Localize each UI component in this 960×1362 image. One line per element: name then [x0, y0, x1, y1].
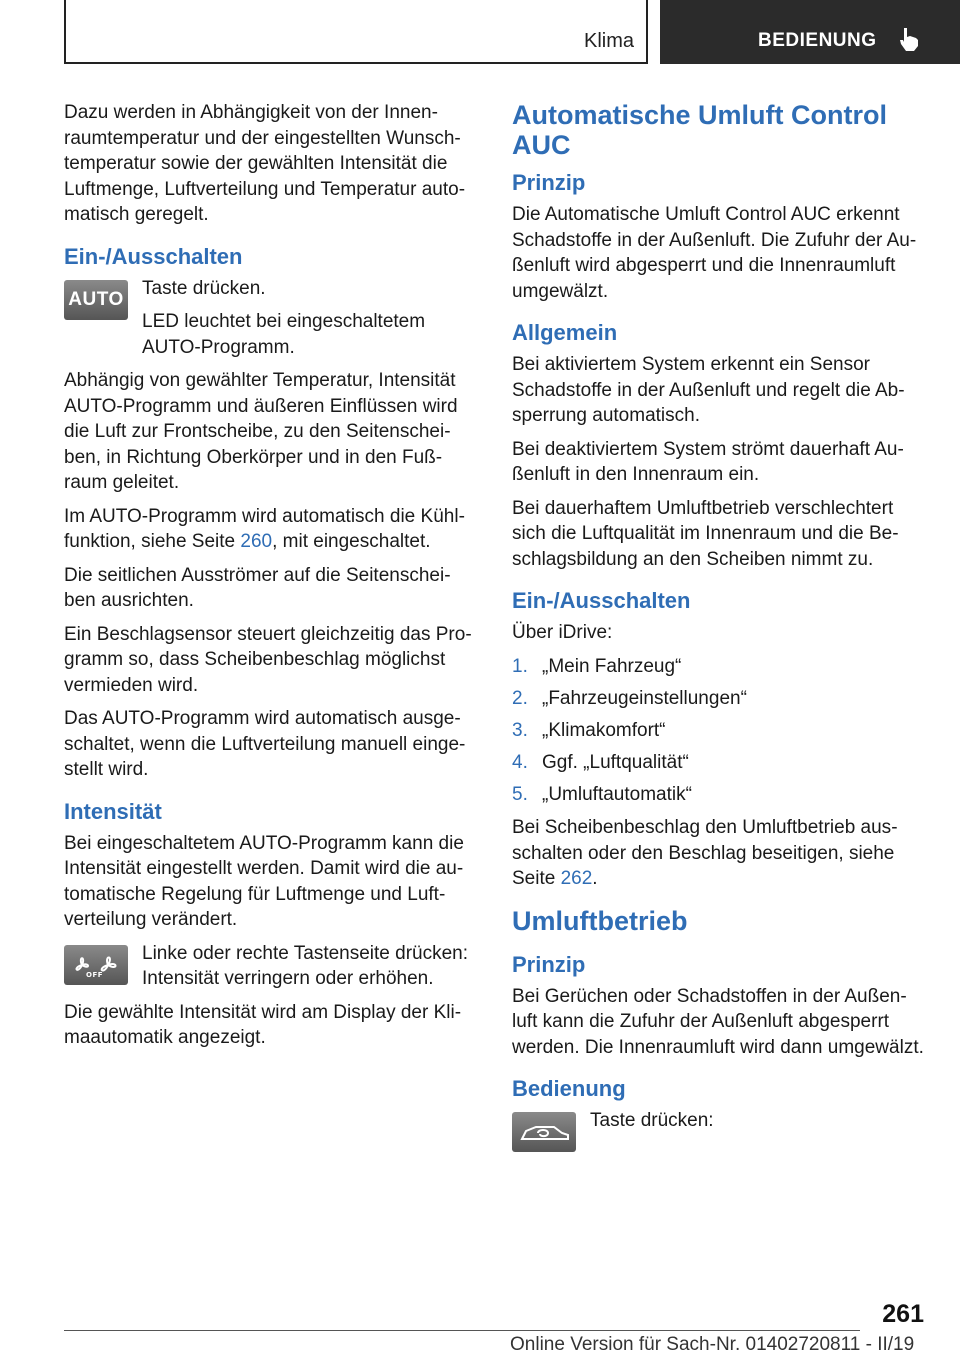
fog-sensor-paragraph: Ein Beschlagsensor steuert gleichzeitig das Programm so, dass Scheibenbeschlag möglichst vermieden wird. — [64, 623, 472, 696]
auto-button-row — [64, 276, 474, 361]
intensity-paragraph: Bei eingeschaltetem AUTO-Programm kann die Intensität eingestellt werden. Damit wird die automatische Regelung für Luftmenge und Luftverteilung verändert. — [64, 832, 464, 930]
list-item: 4. Ggf. „Luftqualität“ — [512, 751, 689, 773]
heading-allgemein: Allgemein — [512, 320, 618, 345]
vents-paragraph: Die seitlichen Ausströmer auf die Seitenscheiben ausrichten. — [64, 564, 451, 611]
heading-prinzip: Prinzip — [512, 170, 586, 195]
auto-off-paragraph: Das AUTO-Programm wird automatisch ausgeschaltet, wenn die Luftverteilung manuell eingestellt wird. — [64, 708, 466, 780]
intro-paragraph: Dazu werden in Abhängigkeit von der Innenraumtemperatur und der eingestellten Wunschtemperatur sowie der gewählten Intensität die Luftmenge, Luftverteilung und Temperatur automatisch geregelt. — [64, 102, 466, 225]
fog-recirc-paragraph: Bei Scheibenbeschlag den Umluftbetrieb ausschalten oder den Beschlag beseitigen, siehe Seite 262. — [512, 817, 898, 889]
footer-divider — [64, 1330, 860, 1331]
led-text-part: LED leuchtet bei eingeschaltetem AUTO-Programm. — [142, 311, 426, 358]
header-section-box — [64, 0, 648, 64]
header-chapter-label: BEDIENUNG — [758, 30, 877, 51]
left-column — [64, 100, 474, 1059]
auto-button-icon: AUTO — [64, 280, 128, 320]
heading-auc: Automatische Umluft Control AUC — [512, 100, 887, 160]
footer-version-text: Online Version für Sach-Nr. 01402720811 - II/19 — [510, 1334, 915, 1355]
heading-onoff-auc: Ein-/Ausschalten — [512, 588, 691, 613]
svg-text:OFF: OFF — [86, 970, 104, 979]
list-item: 5. „Umluftautomatik“ — [512, 783, 692, 805]
idrive-label: Über iDrive: — [512, 622, 613, 643]
intensity-press-text: Linke oder rechte Tastenseite drücken: Intensität verringern oder erhöhen. — [142, 942, 469, 989]
airflow-paragraph: Abhängig von gewählter Temperatur, Intensität AUTO-Programm und äußeren Einflüssen wird die Luft zur Frontscheibe, zu den Seitenscheiben, in Richtung Oberkörper und in den Fußraum geleitet. — [64, 370, 458, 493]
recirc-button-row — [512, 1108, 924, 1152]
list-item: 3. „Klimakomfort“ — [512, 719, 666, 741]
pointing-hand-icon — [896, 26, 922, 52]
intensity-button-row — [64, 941, 474, 992]
idrive-steps-list — [512, 654, 924, 808]
car-recirculation-icon — [516, 1117, 572, 1147]
header-section-title: Klima — [583, 30, 634, 52]
cooling-paragraph: Im AUTO-Programm wird automatisch die Kühlfunktion, siehe Seite 260, mit eingeschaltet. — [64, 505, 465, 552]
recirc-button-icon — [512, 1112, 576, 1152]
heading-bedienung: Bedienung — [512, 1076, 626, 1101]
heading-onoff: Ein-/Ausschalten — [64, 243, 243, 269]
header-chapter-tab — [660, 0, 960, 64]
page-link-260[interactable]: 260 — [240, 531, 273, 552]
fan-intensity-button-icon — [64, 945, 128, 985]
fan-icon — [68, 950, 124, 980]
heading-intensity: Intensität — [64, 798, 162, 824]
right-column — [512, 100, 924, 1156]
active-system-paragraph: Bei aktiviertem System erkennt ein Sensor Schadstoffe in der Außenluft und regelt die Absperrung automatisch. — [512, 354, 905, 426]
page-number: 261 — [882, 1300, 924, 1328]
recirc-prinzip-paragraph: Bei Gerüchen oder Schadstoffen in der Außenluft kann die Zufuhr der Außenluft abgesperrt werden. Die Innenraumluft wird dann umgewälzt. — [512, 985, 924, 1058]
page-link-262[interactable]: 262 — [560, 868, 593, 889]
press-auto-text: Taste drücken. — [142, 277, 266, 299]
intensity-display-paragraph: Die gewählte Intensität wird am Display der Klimaautomatik angezeigt. — [64, 1001, 462, 1048]
recirc-press-text: Taste drücken: — [590, 1110, 714, 1131]
inactive-system-paragraph: Bei deaktiviertem System strömt dauerhaft Außenluft in den Innenraum ein. — [512, 438, 904, 485]
recirc-warning-paragraph: Bei dauerhaftem Umluftbetrieb verschlechtert sich die Luftqualität im Innenraum und die Beschlagsbildung an den Scheiben nimmt zu. — [512, 497, 899, 570]
heading-umluftbetrieb: Umluftbetrieb — [512, 905, 688, 936]
list-item: 2. „Fahrzeugeinstellungen“ — [512, 687, 747, 709]
heading-prinzip-2: Prinzip — [512, 951, 586, 977]
auc-prinzip-paragraph: Die Automatische Umluft Control AUC erkennt Schadstoffe in der Außenluft. Die Zufuhr der Außenluft wird abgesperrt und die Innenraumluft umgewälzt. — [512, 204, 917, 302]
list-item: 1. „Mein Fahrzeug“ — [512, 655, 682, 677]
